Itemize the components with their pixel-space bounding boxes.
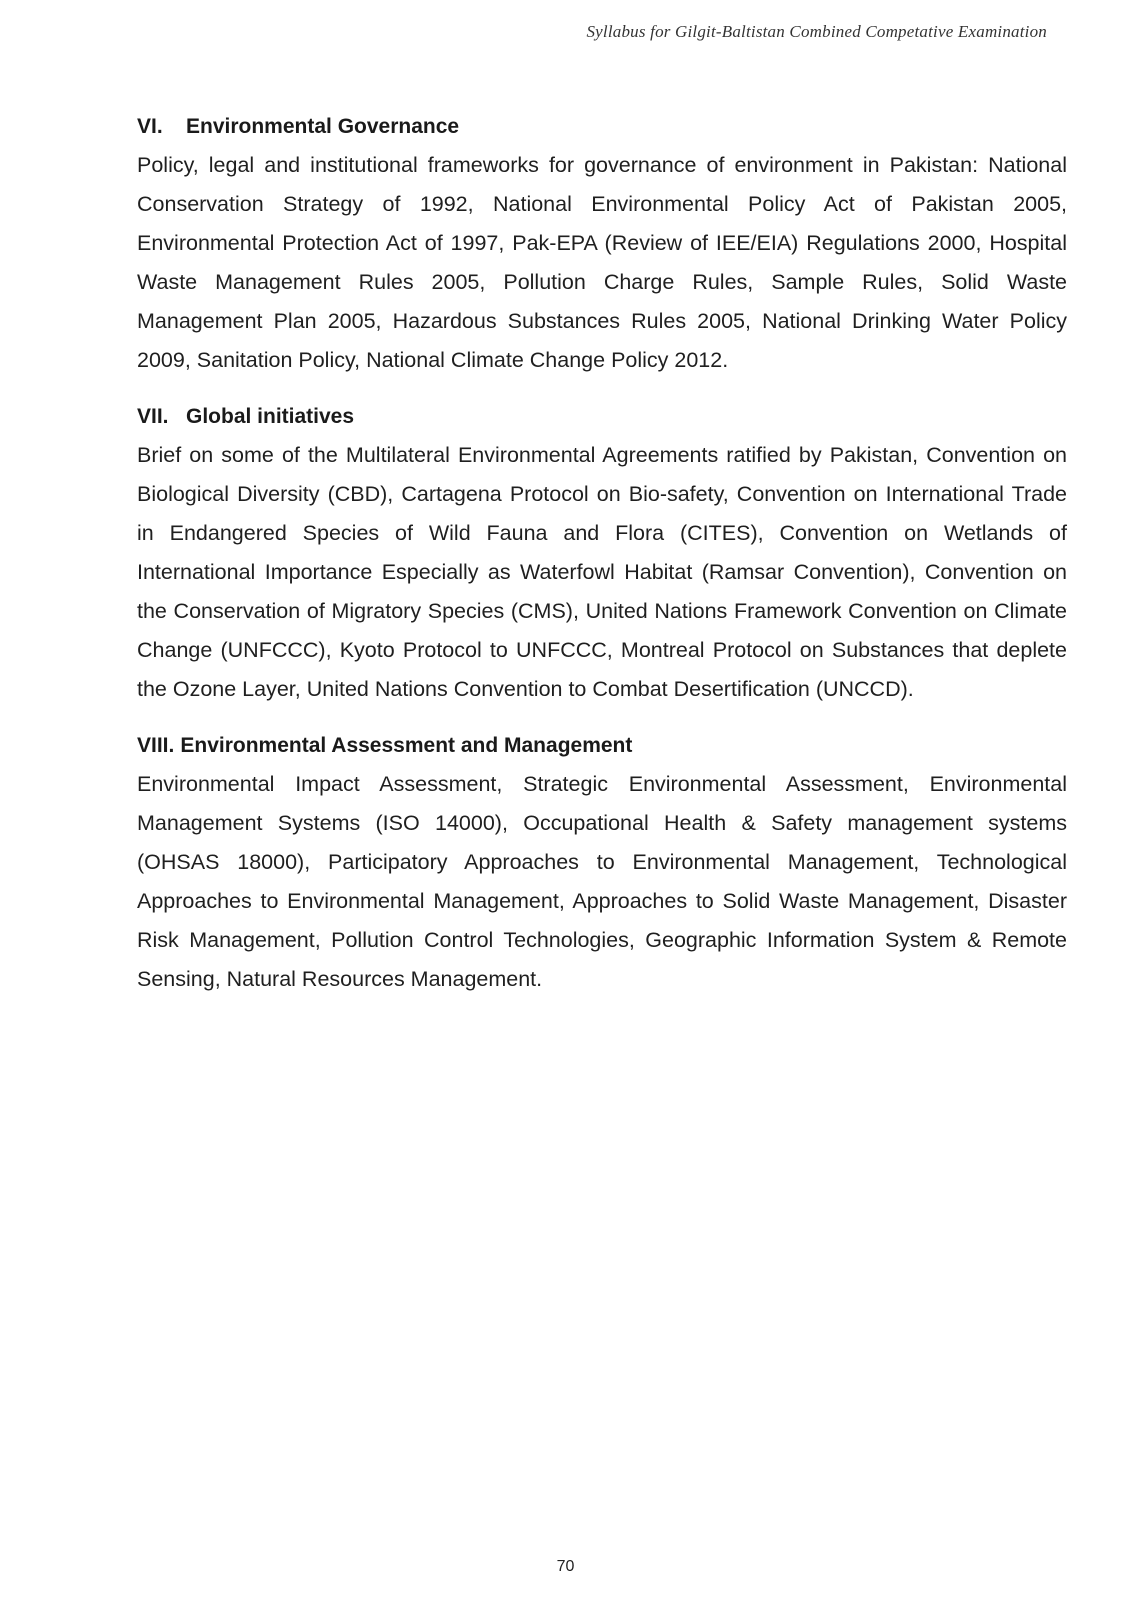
section-title: Environmental Assessment and Management <box>180 734 633 757</box>
page-number: 70 <box>556 1558 575 1575</box>
section-heading <box>137 731 1067 761</box>
running-header: Syllabus for Gilgit-Baltistan Combined Competative Examination <box>586 22 1047 41</box>
section-body: Policy, legal and institutional frameworks for governance of environment in Pakistan: National Conservation Strategy of 1992, National Environmental Policy Act of Pakistan 2005, Environmental Protection Act of 1997, Pak-EPA (Review of IEE/EIA) Regulations 2000, Hospital Waste Management Rules 2005, Pollution Charge Rules, Sample Rules, Solid Waste Management Plan 2005, Hazardous Substances Rules 2005, National Drinking Water Policy 2009, Sanitation Policy, National Climate Change Policy 2012. <box>137 153 1067 372</box>
section-global-initiatives <box>137 402 1067 709</box>
section-title: Environmental Governance <box>186 115 460 138</box>
section-body: Environmental Impact Assessment, Strategic Environmental Assessment, Environmental Management Systems (ISO 14000), Occupational Health & Safety management systems (OHSAS 18000), Participatory Approaches to Environmental Management, Technological Approaches to Environmental Management, Approaches to Solid Waste Management, Disaster Risk Management, Pollution Control Technologies, Geographic Information System & Remote Sensing, Natural Resources Management. <box>137 772 1067 991</box>
section-heading <box>137 112 1067 142</box>
section-environmental-assessment <box>137 731 1067 999</box>
section-heading <box>137 402 1067 432</box>
section-numeral: VII. <box>137 405 169 428</box>
section-numeral: VI. <box>137 115 163 138</box>
section-numeral: VIII. <box>137 734 175 757</box>
section-title: Global initiatives <box>186 405 355 428</box>
section-body: Brief on some of the Multilateral Environmental Agreements ratified by Pakistan, Convention on Biological Diversity (CBD), Cartagena Protocol on Bio-safety, Convention on International Trade in Endangered Species of Wild Fauna and Flora (CITES), Convention on Wetlands of International Importance Especially as Waterfowl Habitat (Ramsar Convention), Convention on the Conservation of Migratory Species (CMS), United Nations Framework Convention on Climate Change (UNFCCC), Kyoto Protocol to UNFCCC, Montreal Protocol on Substances that deplete the Ozone Layer, United Nations Convention to Combat Desertification (UNCCD). <box>137 443 1067 701</box>
page-content <box>137 112 1067 1021</box>
section-environmental-governance <box>137 112 1067 380</box>
